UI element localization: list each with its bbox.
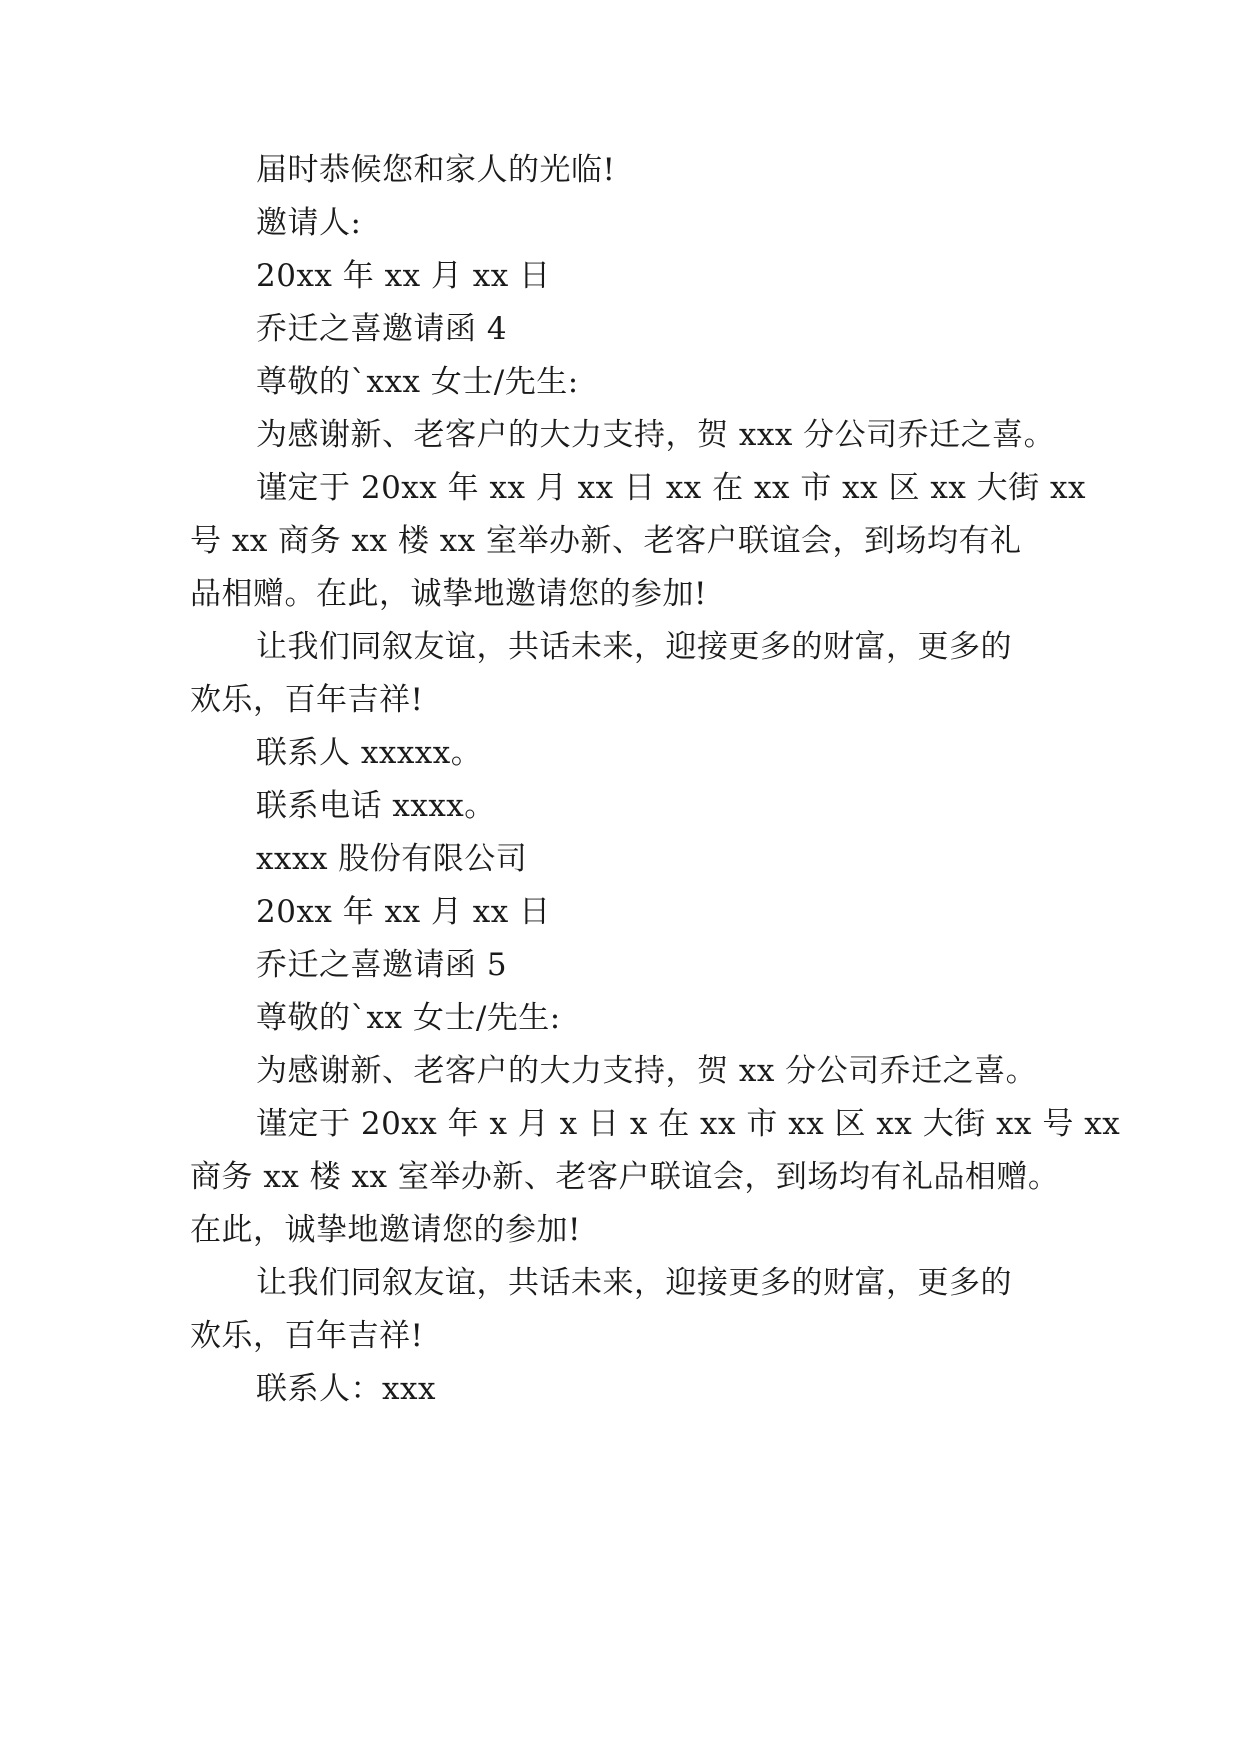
section-title: 乔迁之喜邀请函 5 <box>256 947 508 983</box>
body-paragraph-line: 商务 xx 楼 xx 室举办新、老客户联谊会，到场均有礼品相赠。 <box>190 1159 1060 1195</box>
body-paragraph-line: 为感谢新、老客户的大力支持，贺 xx 分公司乔迁之喜。 <box>256 1053 1038 1089</box>
body-paragraph-line: 让我们同叙友谊，共话未来，迎接更多的财富，更多的 <box>256 1265 1012 1301</box>
section-title: 乔迁之喜邀请函 4 <box>256 311 508 347</box>
inviter-label: 邀请人: <box>256 205 362 241</box>
body-paragraph-line: 谨定于 20xx 年 xx 月 xx 日 xx 在 xx 市 xx 区 xx 大街 xx <box>256 470 1086 506</box>
body-paragraph-line: 品相赠。在此，诚挚地邀请您的参加! <box>190 576 707 612</box>
body-paragraph-line: 让我们同叙友谊，共话未来，迎接更多的财富，更多的 <box>256 629 1012 665</box>
body-paragraph-line: 欢乐，百年吉祥! <box>190 682 424 718</box>
company-name: xxxx 股份有限公司 <box>256 841 528 877</box>
body-paragraph-line: 欢乐，百年吉祥! <box>190 1318 424 1354</box>
contact-person: 联系人 xxxxx。 <box>256 735 483 771</box>
salutation: 尊敬的`xx 女士/先生: <box>256 1000 561 1036</box>
body-paragraph-line: 在此，诚挚地邀请您的参加! <box>190 1212 581 1248</box>
salutation: 尊敬的`xxx 女士/先生: <box>256 364 579 400</box>
contact-person: 联系人：xxx <box>256 1371 436 1407</box>
body-paragraph-line: 为感谢新、老客户的大力支持，贺 xxx 分公司乔迁之喜。 <box>256 417 1056 453</box>
date-line: 20xx 年 xx 月 xx 日 <box>256 894 551 930</box>
body-paragraph-line: 号 xx 商务 xx 楼 xx 室举办新、老客户联谊会，到场均有礼 <box>190 523 1022 559</box>
contact-phone: 联系电话 xxxx。 <box>256 788 496 824</box>
closing-line: 届时恭候您和家人的光临! <box>256 152 616 188</box>
date-line: 20xx 年 xx 月 xx 日 <box>256 258 551 294</box>
body-paragraph-line: 谨定于 20xx 年 x 月 x 日 x 在 xx 市 xx 区 xx 大街 xx 号 xx <box>256 1106 1121 1142</box>
